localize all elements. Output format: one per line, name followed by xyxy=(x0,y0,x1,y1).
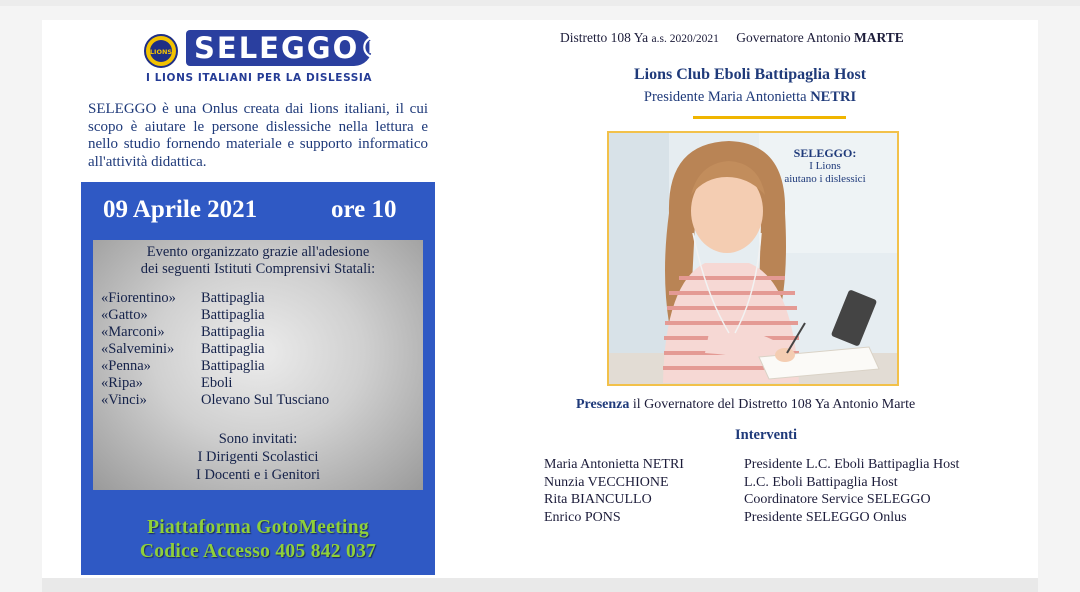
presence-text: il Governatore del Distretto 108 Ya Antonio Marte xyxy=(632,397,916,412)
school-name: «Vinci» xyxy=(101,392,147,408)
invited-block xyxy=(93,430,423,484)
speaker-name: Nunzia VECCHIONE xyxy=(544,475,669,490)
school-name: «Penna» xyxy=(101,358,151,374)
school-row xyxy=(101,307,265,324)
school-row xyxy=(101,392,329,409)
gold-divider xyxy=(693,116,846,119)
school-city: Eboli xyxy=(201,375,233,391)
event-time: ore 10 xyxy=(331,196,397,223)
speaker-name: Rita BIANCULLO xyxy=(544,492,652,507)
presence-line xyxy=(560,397,980,413)
school-city: Olevano Sul Tusciano xyxy=(201,392,330,408)
district-header xyxy=(560,30,960,46)
club-president xyxy=(560,89,940,106)
caption-line-2: aiutano i dislessici xyxy=(784,173,866,185)
event-panel xyxy=(81,182,435,575)
school-name: «Gatto» xyxy=(101,307,148,323)
speaker-role: L.C. Eboli Battipaglia Host xyxy=(744,475,898,490)
school-city: Battipaglia xyxy=(201,307,265,323)
district-name: Distretto 108 Ya xyxy=(560,30,649,45)
school-city: Battipaglia xyxy=(201,341,265,357)
school-name: «Marconi» xyxy=(101,324,165,340)
schools-box xyxy=(93,240,423,490)
photo-caption xyxy=(765,147,885,186)
speaker-name: Enrico PONS xyxy=(544,510,621,525)
speaker-name: Maria Antonietta NETRI xyxy=(544,457,684,472)
school-name: «Ripa» xyxy=(101,375,143,391)
platform-block xyxy=(81,516,435,564)
seleggo-wordmark: SELEGGO® xyxy=(186,30,372,66)
school-year: a.s. 2020/2021 xyxy=(651,33,719,45)
logo-tagline: I LIONS ITALIANI PER LA DISLESSIA xyxy=(146,72,373,84)
governor-surname: MARTE xyxy=(854,30,904,45)
invited-title: Sono invitati: xyxy=(218,431,298,447)
invited-line-1: I Dirigenti Scolastici xyxy=(197,449,319,465)
school-row xyxy=(101,290,265,307)
seleggo-logo xyxy=(142,30,391,86)
caption-line-1: I Lions xyxy=(809,160,841,172)
president-surname: NETRI xyxy=(810,89,857,105)
president-label: Presidente Maria Antonietta xyxy=(643,89,807,105)
interventions-title: Interventi xyxy=(734,427,797,443)
student-photo xyxy=(607,131,899,386)
intro-paragraph: SELEGGO è una Onlus creata dai lions italiani, il cui scopo è aiutare le persone dislessiche nella lettura e nello studio fornendo materiale e supporto informatico all'attività didattica. xyxy=(88,101,428,170)
organized-line-2: dei seguenti Istituti Comprensivi Statali: xyxy=(140,261,376,277)
event-date: 09 Aprile 2021 xyxy=(103,196,258,223)
school-row xyxy=(101,324,265,341)
governor-label: Governatore Antonio xyxy=(736,30,851,45)
school-city: Battipaglia xyxy=(201,324,265,340)
school-city: Battipaglia xyxy=(201,358,265,374)
organized-text xyxy=(93,244,423,278)
school-name: «Fiorentino» xyxy=(101,290,176,306)
bottom-band xyxy=(42,578,1038,592)
speaker-role: Coordinatore Service SELEGGO xyxy=(744,492,931,507)
platform-name: Piattaforma GotoMeeting xyxy=(147,517,369,538)
school-city: Battipaglia xyxy=(201,290,265,306)
club-name: Lions Club Eboli Battipaglia Host xyxy=(633,66,867,83)
caption-title: SELEGGO: xyxy=(793,146,857,160)
lions-emblem-icon xyxy=(144,34,178,68)
access-code: Codice Accesso 405 842 037 xyxy=(139,541,377,562)
school-row xyxy=(101,375,232,392)
top-strip xyxy=(0,0,1080,6)
speaker-role: Presidente SELEGGO Onlus xyxy=(744,510,907,525)
emblem-text: LIONS xyxy=(149,48,173,56)
school-row xyxy=(101,341,265,358)
presence-label: Presenza xyxy=(576,397,630,412)
school-row xyxy=(101,358,265,375)
school-name: «Salvemini» xyxy=(101,341,175,357)
invited-line-2: I Docenti e i Genitori xyxy=(195,467,320,483)
organized-line-1: Evento organizzato grazie all'adesione xyxy=(146,244,370,260)
speaker-role: Presidente L.C. Eboli Battipaglia Host xyxy=(744,457,960,472)
